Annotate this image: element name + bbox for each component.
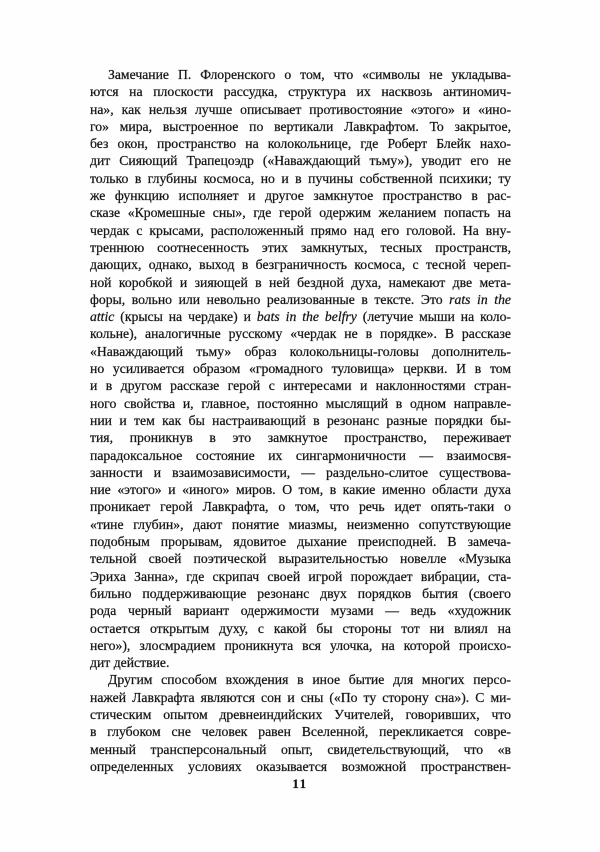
text-segment: дающих, однако, выход в безграничность космоса, с тесной череп- bbox=[90, 257, 511, 273]
text-segment: Замечание П. Флоренского о том, что «символы не укладыва- bbox=[108, 67, 511, 82]
text-line bbox=[90, 152, 511, 169]
text-segment: стическим опытом древнеиндийских Учителей, говоривших, что bbox=[90, 706, 511, 722]
text-line bbox=[90, 550, 511, 567]
text-line bbox=[90, 429, 511, 446]
text-segment: бильно поддерживающие резонанс двух порядков бытия (своего bbox=[90, 585, 511, 601]
text-line bbox=[90, 498, 511, 515]
text-line bbox=[90, 118, 511, 135]
text-segment: на», как нельзя лучше описывает противостояние «этого» и «ино- bbox=[90, 101, 511, 117]
text-segment: ние «этого» и «иного» миров. О том, в какие именно области духа bbox=[90, 482, 511, 498]
text-line bbox=[90, 343, 511, 360]
text-segment: нажей Лавкрафта являются сон и сны («По ту сторону сна»). С ми- bbox=[90, 689, 511, 705]
text-line bbox=[90, 239, 511, 256]
text-segment: треннюю соотнесенность этих замкнутых, тесных пространств, bbox=[90, 239, 511, 255]
text-segment: (летучие мыши на коло- bbox=[356, 309, 511, 325]
text-segment: Эриха Занна», где скрипач своей игрой порождает вибрации, ста- bbox=[90, 568, 511, 584]
text-segment: занности и взаимозависимости, — раздельно-слитое существова- bbox=[90, 464, 511, 480]
text-line bbox=[90, 671, 511, 688]
text-line bbox=[90, 464, 511, 481]
text-segment: ного свойства и, главное, постоянно мыслящий в одном направле- bbox=[90, 395, 511, 411]
text-line bbox=[90, 568, 511, 585]
text-segment: «Наваждающий тьму» образ колокольницы-головы дополнитель- bbox=[90, 343, 511, 359]
text-line bbox=[90, 135, 511, 152]
text-segment: без окон, пространство на колокольнице, где Роберт Блейк нахо- bbox=[90, 136, 511, 152]
text-line bbox=[90, 83, 511, 100]
text-line bbox=[90, 325, 511, 342]
text-line bbox=[90, 706, 511, 723]
text-line bbox=[90, 585, 511, 602]
text-segment: же функцию исполняет и другое замкнутое пространство в рас- bbox=[90, 188, 511, 204]
text-segment: Другим способом вхождения в иное бытие для многих персо- bbox=[108, 672, 511, 688]
page-text bbox=[90, 66, 511, 775]
text-line bbox=[90, 741, 511, 758]
text-line bbox=[90, 412, 511, 429]
text-segment: подобным прорывам, ядовитое дыхание преисподней. В замеча- bbox=[90, 534, 511, 550]
text-line bbox=[90, 222, 511, 239]
italic-phrase: bats in the belfry bbox=[256, 309, 357, 325]
text-line bbox=[90, 637, 511, 654]
text-line bbox=[90, 516, 511, 533]
text-segment: нии и тем как бы настраивающий в резонанс разные порядки бы- bbox=[90, 412, 511, 428]
text-line bbox=[90, 256, 511, 273]
text-segment: ются на плоскости рассудка, структура их насквозь антиномич- bbox=[90, 84, 511, 100]
text-segment: в глубоком сне человек равен Вселенной, перекликается совре- bbox=[90, 724, 511, 740]
text-segment: го» мира, выстроенное по вертикали Лавкрафтом. То закрытое, bbox=[90, 118, 511, 134]
text-line bbox=[90, 204, 511, 221]
text-segment: «тине глубин», дают понятие миазмы, неизменно сопутствующие bbox=[90, 516, 511, 532]
text-segment: кольне), аналогичные русскому «чердак не в порядке». В рассказе bbox=[90, 326, 511, 342]
text-segment: тия, проникнув в это замкнутое пространство, переживает bbox=[90, 430, 511, 446]
text-line bbox=[90, 170, 511, 187]
text-line bbox=[90, 533, 511, 550]
text-line bbox=[90, 723, 511, 740]
text-segment: ной коробкой и зияющей в ней бездной духа, намекают две мета- bbox=[90, 274, 511, 290]
text-line bbox=[90, 689, 511, 706]
italic-phrase: rats in the bbox=[449, 291, 511, 307]
text-line bbox=[90, 602, 511, 619]
text-line bbox=[90, 395, 511, 412]
text-segment: форы, вольно или невольно реализованные в тексте. Это bbox=[90, 291, 450, 307]
text-segment: него»), злосмрадием проникнута вся улочка, на которой происхо- bbox=[90, 637, 511, 653]
text-line bbox=[90, 654, 511, 671]
text-line bbox=[90, 274, 511, 291]
text-line bbox=[90, 308, 511, 325]
text-line bbox=[90, 481, 511, 498]
text-line bbox=[90, 101, 511, 118]
text-segment: определенных условиях оказывается возможной пространствен- bbox=[90, 758, 511, 774]
text-segment: парадоксальное состояние их сингармоничности — взаимосвя- bbox=[90, 447, 511, 463]
text-segment: проникает герой Лавкрафта, о том, что речь идет опять-таки о bbox=[90, 499, 511, 515]
text-line bbox=[90, 187, 511, 204]
text-line bbox=[90, 758, 511, 775]
text-segment: тельной своей поэтической выразительностью новелле «Музыка bbox=[90, 551, 511, 567]
text-segment: дит действие. bbox=[90, 655, 170, 671]
text-line bbox=[90, 620, 511, 637]
text-segment: дит Сияющий Трапецоэдр («Наваждающий тьму»), уводит его не bbox=[90, 153, 511, 169]
text-line bbox=[90, 447, 511, 464]
text-segment: рода черный вариант одержимости музами — ведь «художник bbox=[90, 603, 511, 619]
italic-phrase: attic bbox=[90, 309, 115, 325]
text-line bbox=[90, 291, 511, 308]
text-line bbox=[90, 377, 511, 394]
text-segment: менный трансперсональный опыт, свидетельствующий, что «в bbox=[90, 741, 511, 757]
text-segment: и в другом рассказе герой с интересами и наклонностями стран- bbox=[90, 378, 511, 394]
text-segment: только в глубины космоса, но и в пучины собственной психики; ту bbox=[90, 170, 511, 186]
text-segment: чердак с крысами, расположенный прямо над его головой. На вну- bbox=[90, 222, 511, 238]
text-line bbox=[90, 66, 511, 83]
text-segment: остается открытым духу, с какой бы стороны тот ни влиял на bbox=[90, 620, 511, 636]
text-line bbox=[90, 360, 511, 377]
text-segment: но усиливается образом «громадного туловища» церкви. И в том bbox=[90, 361, 511, 377]
text-segment: (крысы на чердаке) и bbox=[114, 309, 257, 325]
page-number: 11 bbox=[292, 776, 308, 791]
text-segment: сказе «Кромешные сны», где герой одержим желанием попасть на bbox=[90, 205, 511, 221]
